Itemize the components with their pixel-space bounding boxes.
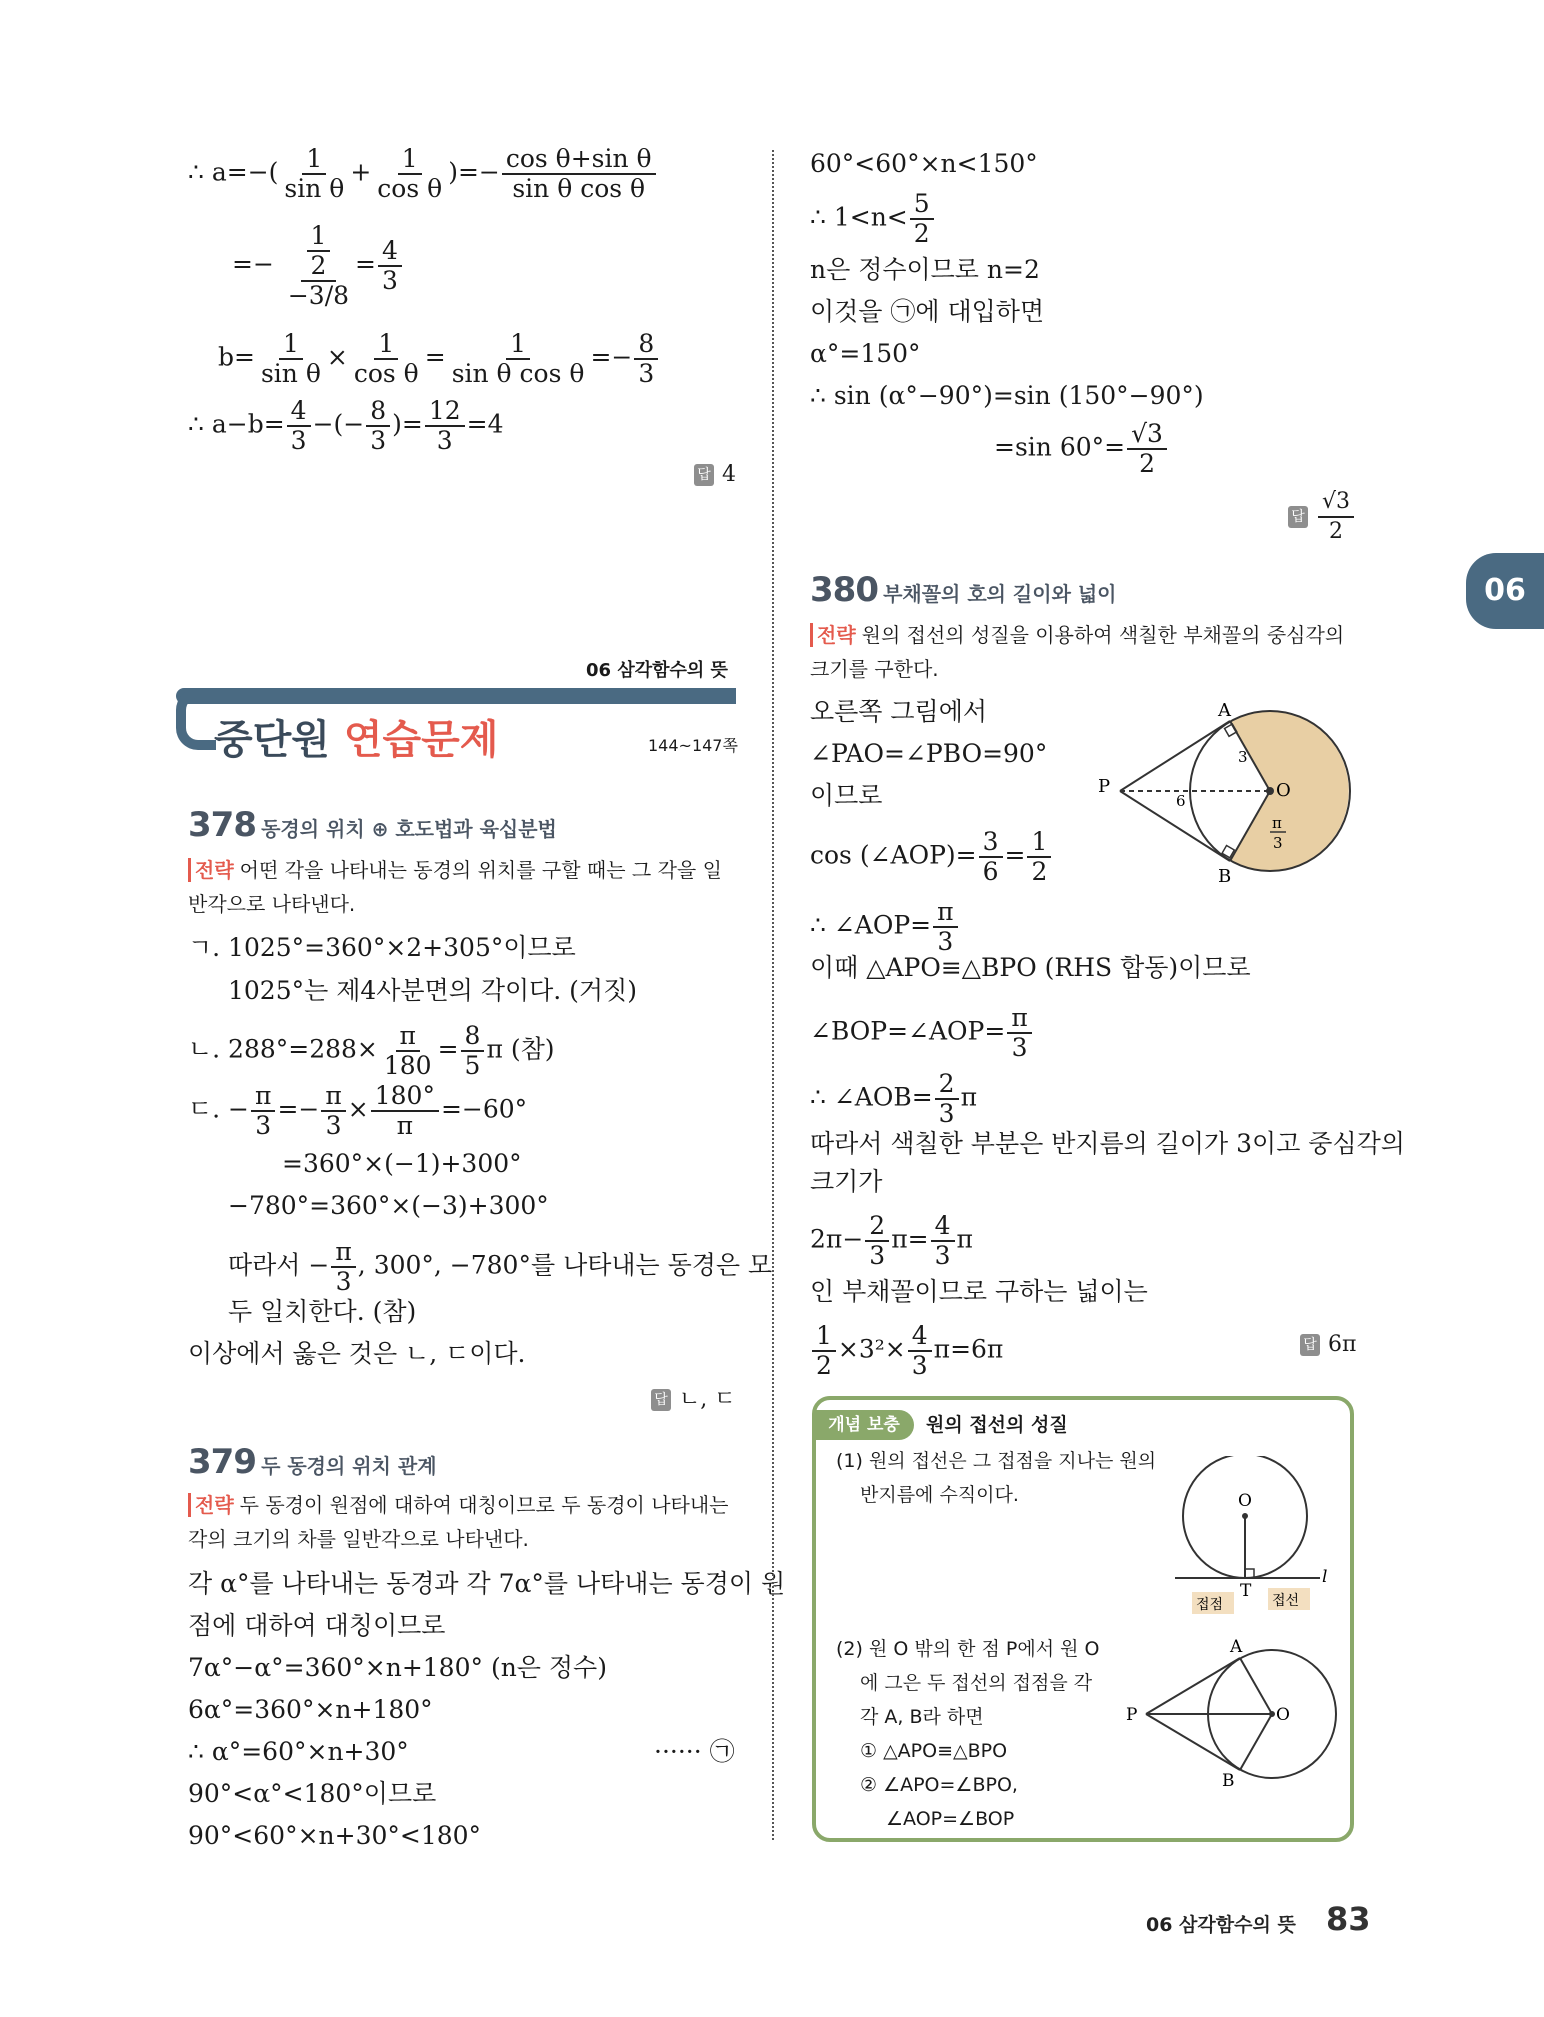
page-number: 83 — [1326, 1900, 1371, 1938]
section-bar — [176, 688, 736, 704]
concept-2c: 각 A, B라 하면 — [860, 1706, 984, 1728]
problem-380-strategy: 전략 원의 접선의 성질을 이용하여 색칠한 부채꼴의 중심각의 크기를 구한다. — [810, 623, 1345, 681]
p379-line-5: ∴ α°=60°×n+30° — [188, 1737, 409, 1766]
p378-line-8: 두 일치한다. (참) — [228, 1297, 417, 1326]
concept-2b: 에 그은 두 접선의 접점을 각 — [860, 1672, 1093, 1694]
label-b: B — [1218, 866, 1232, 886]
p378-line-1: ㄱ. 1025°=360°×2+305°이므로 — [188, 933, 576, 962]
math-line-a2: =− $\frac{\frac{1}{2}}{-3/8}$ = $\frac{4}{3}$ — [232, 222, 404, 310]
r-line-4: 이것을 ㉠에 대입하면 — [810, 297, 1045, 326]
problem-379-header: 379 두 동경의 위치 관계 — [188, 1442, 437, 1482]
answer-378: 답 ㄴ, ㄷ — [651, 1382, 736, 1413]
fig2-label-b: B — [1222, 1771, 1235, 1786]
fig2-label-o: O — [1276, 1705, 1290, 1725]
concept-2d: ① △APO≡△BPO — [860, 1740, 1008, 1762]
label-d: 6 — [1176, 792, 1186, 810]
problem-380-header: 380 부채꼴의 호의 길이와 넓이 — [810, 570, 1117, 610]
problem-378-strategy: 전략 어떤 각을 나타내는 동경의 위치를 구할 때는 그 각을 일 반각으로 나타낸다. — [188, 858, 722, 916]
answer-380: 답 6π — [1300, 1332, 1356, 1357]
r-line-3: n은 정수이므로 n=2 — [810, 255, 1040, 284]
p380-line-2: ∠PAO=∠PBO=90° — [810, 739, 1048, 768]
r-line-2: ∴ 1<n< $\frac{5}{2}$ — [810, 190, 936, 248]
p380-line-1: 오른쪽 그림에서 — [810, 697, 987, 726]
section-hook — [176, 688, 216, 750]
label-o: O — [1276, 780, 1291, 801]
math-line-a: ∴ a=−( $\frac{1}{\text{sin θ}}$ + $\frac{1}{\text{cos θ}}$ )=− $\frac{\text{cos θ+sin θ}}{\text{sin θ cos θ}}$ — [188, 145, 658, 203]
p378-line-9: 이상에서 옳은 것은 ㄴ, ㄷ이다. — [188, 1339, 526, 1368]
r-line-5: α°=150° — [810, 339, 921, 368]
p380-line-8: ∴ ∠AOB= $\frac{2}{3}$ π — [810, 1069, 978, 1128]
section-title: 중단원 연습문제 — [214, 717, 499, 763]
p379-eq-mark: ······ ㉠ — [654, 1737, 735, 1766]
p379-line-1: 각 α°를 나타내는 동경과 각 7α°를 나타내는 동경이 원 — [188, 1569, 786, 1598]
r-line-1: 60°<60°×n<150° — [810, 149, 1038, 178]
concept-figure-1 — [1170, 1456, 1340, 1616]
problem-378-header: 378 동경의 위치 ⊕ 호도법과 육십분법 — [188, 805, 557, 845]
fig1-label-l: l — [1322, 1567, 1328, 1587]
fig1-label-o: O — [1238, 1491, 1252, 1511]
fig1-label-tangent: 접선 — [1272, 1593, 1300, 1609]
concept-2a: (2) 원 O 밖의 한 점 P에서 원 O — [836, 1638, 1100, 1660]
concept-tag: 개념 보충 — [814, 1410, 914, 1440]
chapter-tab: 06 — [1466, 553, 1544, 629]
math-line-b: b= $\frac{1}{\text{sin θ}}$ × $\frac{1}{\text{cos θ}}$ = $\frac{1}{\text{sin θ cos θ}}$ =− $\frac{8}{3}$ — [218, 330, 660, 388]
fig2-label-p: P — [1126, 1705, 1138, 1725]
concept-2e: ② ∠APO=∠BPO, — [860, 1774, 1018, 1796]
p380-line-3: 이므로 — [810, 781, 883, 810]
label-r: 3 — [1238, 748, 1248, 766]
p380-line-10: 크기가 — [810, 1167, 883, 1196]
r-line-6: ∴ sin (α°−90°)=sin (150°−90°) — [810, 381, 1204, 410]
answer-377: 답 4 — [694, 462, 736, 487]
answer-379: 답 $\frac{√3}{2}$ — [1288, 488, 1356, 546]
problem-379-strategy: 전략 두 동경이 원점에 대하여 대칭이므로 두 동경이 나타내는 각의 크기의 차를 일반각으로 나타낸다. — [188, 1493, 729, 1551]
p380-line-4: cos (∠AOP)= $\frac{3}{6}$ = $\frac{1}{2}$ — [810, 828, 1053, 886]
p379-line-2: 점에 대하여 대칭이므로 — [188, 1611, 446, 1640]
label-a: A — [1218, 700, 1231, 721]
label-ang-d: 3 — [1273, 834, 1283, 852]
figure-380 — [1090, 696, 1360, 886]
label-p: P — [1098, 776, 1111, 797]
fig2-label-a: A — [1230, 1637, 1243, 1657]
label-ang-n: π — [1272, 814, 1282, 832]
p380-line-12: 인 부채꼴이므로 구하는 넓이는 — [810, 1277, 1148, 1306]
p380-line-9: 따라서 색칠한 부분은 반지름의 길이가 3이고 중심각의 — [810, 1129, 1405, 1158]
p380-line-5: ∴ ∠AOP= $\frac{\pi}{3}$ — [810, 898, 960, 956]
p380-line-6: 이때 △APO≡△BPO (RHS 합동)이므로 — [810, 953, 1251, 982]
p379-line-6: 90°<α°<180°이므로 — [188, 1779, 437, 1808]
p379-line-7: 90°<60°×n+30°<180° — [188, 1821, 482, 1850]
p380-line-13: $\frac{1}{2}$ ×3²× $\frac{4}{3}$ π=6π — [810, 1322, 1003, 1380]
section-pages: 144~147쪽 — [648, 736, 738, 755]
section-label: 06 삼각함수의 뜻 — [586, 660, 728, 681]
column-divider — [772, 150, 774, 1840]
p378-line-2: 1025°는 제4사분면의 각이다. (거짓) — [228, 976, 637, 1005]
concept-1a: (1) 원의 접선은 그 접점을 지나는 원의 — [836, 1450, 1157, 1472]
concept-title: 원의 접선의 성질 — [926, 1414, 1068, 1436]
p379-line-3: 7α°−α°=360°×n+180° (n은 정수) — [188, 1653, 607, 1682]
p380-line-7: ∠BOP=∠AOP= $\frac{\pi}{3}$ — [810, 1004, 1034, 1062]
p378-line-4: ㄷ. − $\frac{\pi}{3}$ =− $\frac{\pi}{3}$ × $\frac{180^\circ}{\pi}$ =−60° — [188, 1081, 528, 1140]
p378-line-7: 따라서 − $\frac{\pi}{3}$ , 300°, −780°를 나타내는 동경은 모 — [228, 1237, 773, 1296]
concept-1b: 반지름에 수직이다. — [860, 1484, 1019, 1506]
p378-line-6: −780°=360°×(−3)+300° — [228, 1191, 549, 1220]
concept-2f: ∠AOP=∠BOP — [886, 1808, 1015, 1830]
math-line-ab: ∴ a−b= $\frac{4}{3}$ −(− $\frac{8}{3}$ )= $\frac{12}{3}$ =4 — [188, 396, 504, 455]
concept-figure-2 — [1122, 1636, 1342, 1786]
p378-line-3: ㄴ. 288°=288× $\frac{\pi}{180}$ = $\frac{8}{5}$ π (참) — [188, 1021, 555, 1080]
fig1-label-point: 접점 — [1196, 1597, 1224, 1613]
p380-line-11: 2π− $\frac{2}{3}$ π= $\frac{4}{3}$ π — [810, 1211, 973, 1270]
footer-label: 06 삼각함수의 뜻 — [1146, 1914, 1296, 1936]
p378-line-5: =360°×(−1)+300° — [282, 1149, 522, 1178]
fig1-label-t: T — [1240, 1581, 1252, 1601]
p379-line-4: 6α°=360°×n+180° — [188, 1695, 433, 1724]
r-line-7: =sin 60°= $\frac{√3}{2}$ — [994, 420, 1169, 478]
